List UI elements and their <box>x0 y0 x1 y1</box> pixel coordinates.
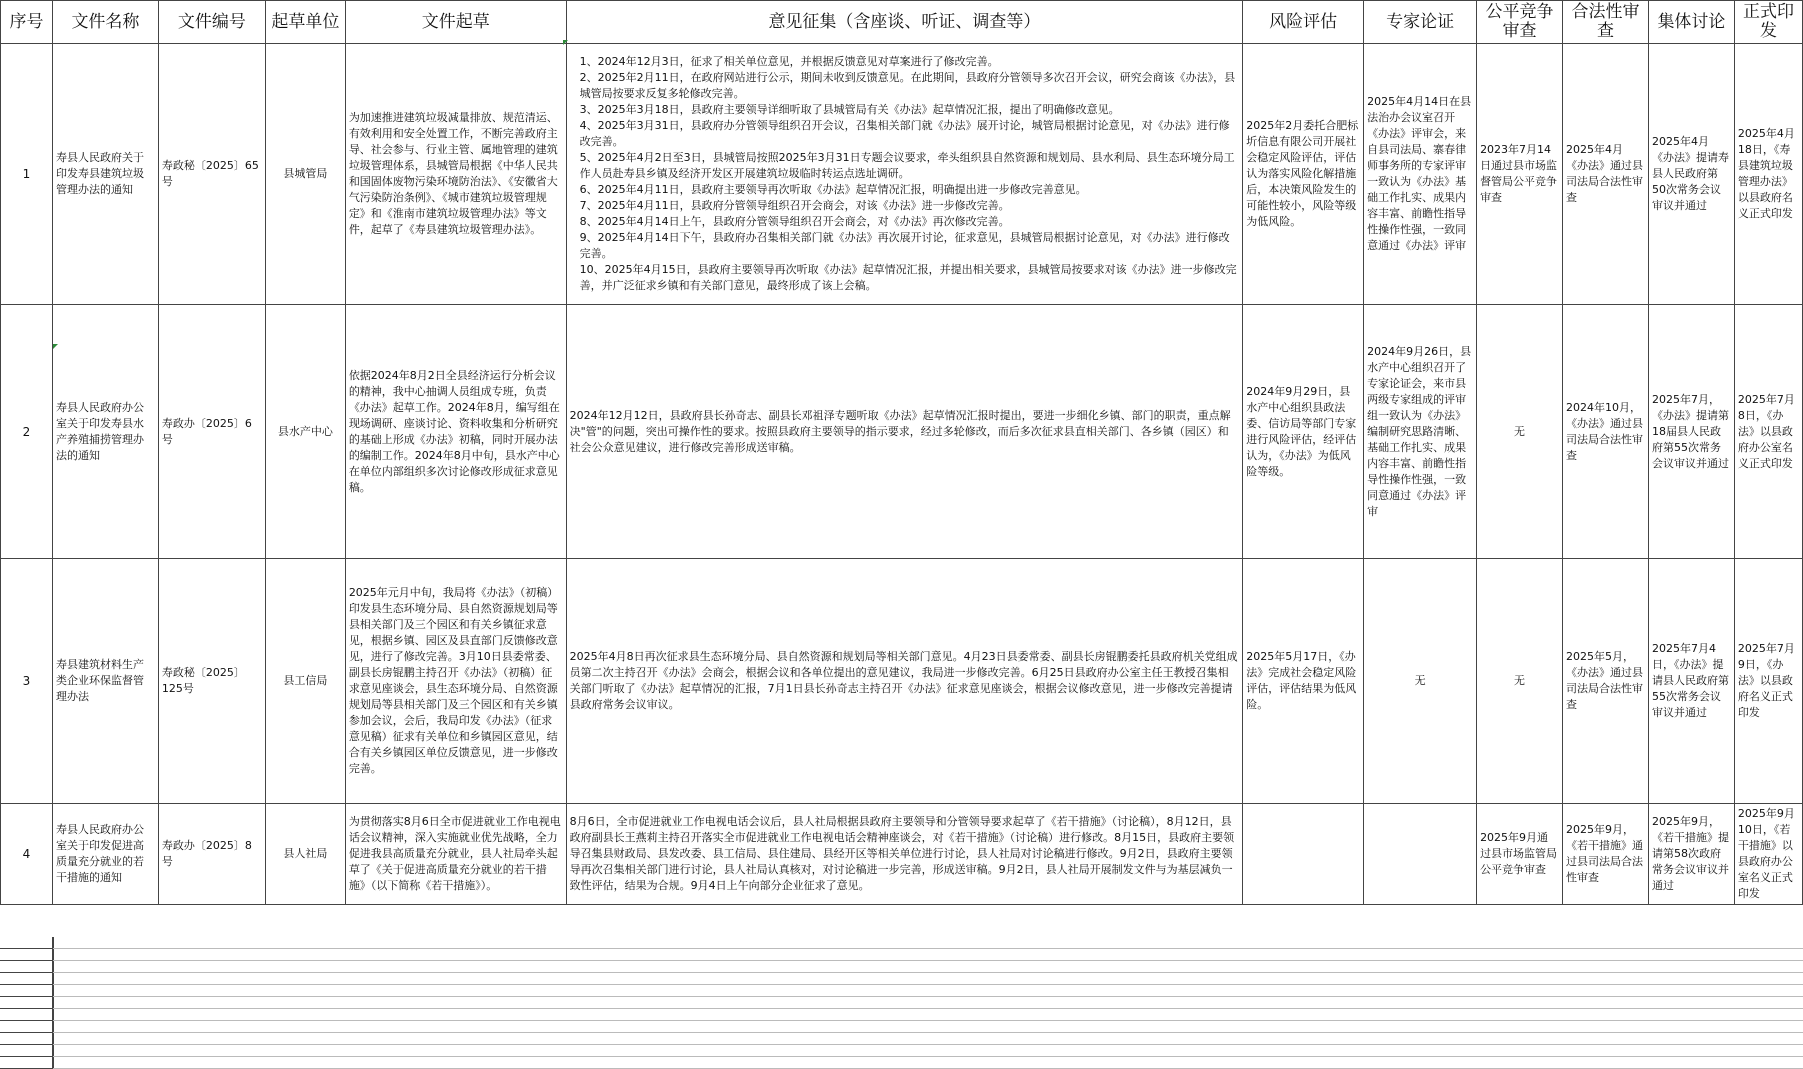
cell-file-name[interactable]: 寿县人民政府关于印发寿县建筑垃圾管理办法的通知 <box>52 44 158 305</box>
empty-row[interactable] <box>0 937 1803 949</box>
cell-collective[interactable]: 2025年7月，《办法》提请第18届县人民政府第55次常务会议审议并通过 <box>1648 305 1734 559</box>
header-drafting[interactable]: 文件起草 <box>345 1 566 44</box>
empty-row[interactable] <box>0 997 1803 1009</box>
cell-drafter[interactable]: 县人社局 <box>265 804 345 905</box>
cell-file-number[interactable]: 寿政秘〔2025〕125号 <box>158 559 265 804</box>
cell-drafting[interactable]: 2025年元月中旬，我局将《办法》（初稿）印发县生态环境分局、县自然资源规划局等县相关部门及三个园区和有关乡镇征求意见，根据乡镇、园区及县直部门反馈修改意见，进行了修改完善。3月10日县委常委、副县长房锟鹏主持召开《办法》（初稿）征求意见座谈会，县生态环境分局、自然资源规划局等县相关部门及三个园区和有关乡镇参加会议，会后，我局印发《办法》（征求意见稿）征求有关单位和乡镇园区意见，结合有关乡镇园区单位反馈意见，进一步修改完善。 <box>345 559 566 804</box>
header-fair-competition[interactable]: 公平竞争审查 <box>1477 1 1563 44</box>
table-row <box>1 804 1803 905</box>
empty-row[interactable] <box>0 985 1803 997</box>
cell-drafting[interactable]: 为加速推进建筑垃圾减量排放、规范清运、有效利用和安全处置工作，不断完善政府主导、社会参与、行业主管、属地管理的建筑垃圾管理体系，县城管局根据《中华人民共和国固体废物污染环境防治法》、《安徽省大气污染防治条例》、《城市建筑垃圾管理规定》和《淮南市建筑垃圾管理办法》等文件，起草了《寿县建筑垃圾管理办法》。 <box>345 44 566 305</box>
cell-opinion[interactable] <box>566 44 1243 305</box>
table-row <box>1 305 1803 559</box>
header-file-number[interactable]: 文件编号 <box>158 1 265 44</box>
cell-file-name[interactable]: 寿县人民政府办公室关于印发寿县水产养殖捕捞管理办法的通知 <box>52 305 158 559</box>
cell-legality[interactable]: 2025年4月《办法》通过县司法局合法性审查 <box>1563 44 1649 305</box>
cell-fair-competition[interactable]: 2025年9月通过县市场监管局公平竞争审查 <box>1477 804 1563 905</box>
cell-opinion[interactable]: 8月6日，全市促进就业工作电视电话会议后，县人社局根据县政府主要领导和分管领导要求起草了《若干措施》（讨论稿），8月12日，县政府副县长王燕莉主持召开落实全市促进就业工作电视电话会精神座谈会，对《若干措施》（讨论稿）进行修改。8月15日，县政府主要领导召集县财政局、县发改委、县工信局、县住建局、县经开区等相关单位进行讨论，县人社局对讨论稿进行修改。9月2日，县政府主要领导再次召集相关部门进行讨论，县人社局认真核对，对讨论稿进一步完善，形成送审稿。9月2日，县人社局开展制发文件与为基层减负一致性评估，结果为合规。9月4日上午向部分企业征求了意见。 <box>566 804 1243 905</box>
cell-opinion[interactable]: 2025年4月8日再次征求县生态环境分局、县自然资源和规划局等相关部门意见。4月23日县委常委、副县长房锟鹏委托县政府机关党组成员第二次主持召开《办法》会商会，根据会议和各单位提出的意见建议，我局进一步修改完善。6月25日县政府办公室主任王教授召集相关部门听取了《办法》起草情况的汇报，7月1日县长孙奇志主持召开《办法》征求意见座谈会，根据会议修改意见，进一步修改完善提请县政府常务会议审议。 <box>566 559 1243 804</box>
cell-collective[interactable]: 2025年7月4日，《办法》提请县人民政府第55次常务会议审议并通过 <box>1648 559 1734 804</box>
cell-fair-competition[interactable]: 无 <box>1477 559 1563 804</box>
empty-row[interactable] <box>0 1057 1803 1069</box>
cell-risk[interactable] <box>1243 804 1364 905</box>
header-issue[interactable]: 正式印发 <box>1734 1 1802 44</box>
cell-risk[interactable]: 2024年9月29日，县水产中心组织县政法委、信访局等部门专家进行风险评估，经评估认为，《办法》为低风险等级。 <box>1243 305 1364 559</box>
comment-indicator[interactable] <box>53 344 58 349</box>
header-expert[interactable]: 专家论证 <box>1364 1 1477 44</box>
opinion-item: 4、2025年3月31日，县政府办分管领导组织召开会议，召集相关部门就《办法》展开讨论，城管局根据讨论意见，对《办法》进行修改完善。 <box>579 119 1230 148</box>
cell-drafting[interactable]: 为贯彻落实8月6日全市促进就业工作电视电话会议精神，深入实施就业优先战略，全力促进我县高质量充分就业，县人社局牵头起草了《关于促进高质量充分就业的若干措施》（以下简称《若干措施》）。 <box>345 804 566 905</box>
cell-legality[interactable]: 2025年5月，《办法》通过县司法局合法性审查 <box>1563 559 1649 804</box>
header-legality[interactable]: 合法性审查 <box>1563 1 1649 44</box>
cell-drafter[interactable]: 县城管局 <box>265 44 345 305</box>
header-drafter[interactable]: 起草单位 <box>265 1 345 44</box>
opinion-item: 6、2025年4月11日，县政府主要领导再次听取《办法》起草情况汇报，明确提出进一步修改完善意见。 <box>579 183 1087 196</box>
cell-risk[interactable]: 2025年2月委托合肥标圻信息有限公司开展社会稳定风险评估，评估认为落实风险化解措施后，本决策风险发生的可能性较小，风险等级为低风险。 <box>1243 44 1364 305</box>
empty-row[interactable] <box>0 961 1803 973</box>
header-file-name[interactable]: 文件名称 <box>52 1 158 44</box>
cell-file-name[interactable]: 寿县人民政府办公室关于印发促进高质量充分就业的若干措施的通知 <box>52 804 158 905</box>
cell-seq[interactable]: 3 <box>1 559 53 804</box>
empty-row[interactable] <box>0 949 1803 961</box>
empty-row[interactable] <box>0 973 1803 985</box>
cell-expert[interactable]: 无 <box>1364 559 1477 804</box>
cell-file-number[interactable]: 寿政办〔2025〕8号 <box>158 804 265 905</box>
empty-row[interactable] <box>0 1045 1803 1057</box>
cell-seq[interactable]: 4 <box>1 804 53 905</box>
cell-expert[interactable]: 2025年4月14日在县法治办会议室召开《办法》评审会，来自县司法局、寨春律师事务所的专家评审一致认为《办法》基础工作扎实、成果内容丰富、前瞻性指导性操作性强，一致同意通过《办法》评审 <box>1364 44 1477 305</box>
cell-drafter[interactable]: 县工信局 <box>265 559 345 804</box>
header-risk[interactable]: 风险评估 <box>1243 1 1364 44</box>
opinion-item: 5、2025年4月2日至3日，县城管局按照2025年3月31日专题会议要求，牵头组织县自然资源和规划局、县水利局、县生态环境分局工作人员赴寿县乡镇及经济开发区开展建筑垃圾临时转运点选址调研。 <box>579 151 1235 180</box>
cell-legality[interactable]: 2024年10月，《办法》通过县司法局合法性审查 <box>1563 305 1649 559</box>
cell-collective[interactable]: 2025年9月，《若干措施》提请第58次政府常务会议审议并通过 <box>1648 804 1734 905</box>
empty-row[interactable] <box>0 1009 1803 1021</box>
opinion-item: 2、2025年2月11日，在政府网站进行公示，期间未收到反馈意见。在此期间，县政府分管领导多次召开会议，研究会商该《办法》，县城管局按要求反复多轮修改完善。 <box>579 71 1236 100</box>
cell-seq[interactable]: 2 <box>1 305 53 559</box>
table-row <box>1 44 1803 305</box>
cell-opinion[interactable]: 2024年12月12日，县政府县长孙奇志、副县长邓祖泽专题听取《办法》起草情况汇报时提出，要进一步细化乡镇、部门的职责，重点解决"管"的问题，突出可操作性的要求。按照县政府主要领导的指示要求，经过多轮修改，而后多次征求县直相关部门、各乡镇（园区）和社会公众意见建议，进行修改完善形成送审稿。 <box>566 305 1243 559</box>
cell-seq[interactable]: 1 <box>1 44 53 305</box>
opinion-item: 8、2025年4月14日上午，县政府分管领导组织召开会商会，对《办法》再次修改完善。 <box>579 215 1010 228</box>
cell-collective[interactable]: 2025年4月《办法》提请寿县人民政府第50次常务会议审议并通过 <box>1648 44 1734 305</box>
cell-expert[interactable] <box>1364 804 1477 905</box>
header-seq[interactable]: 序号 <box>1 1 53 44</box>
header-collective[interactable]: 集体讨论 <box>1648 1 1734 44</box>
opinion-item: 7、2025年4月11日，县政府分管领导组织召开会商会，对该《办法》进一步修改完善。 <box>579 199 1010 212</box>
cell-fair-competition[interactable]: 2023年7月14日通过县市场监督管局公平竞争审查 <box>1477 44 1563 305</box>
cell-fair-competition[interactable]: 无 <box>1477 305 1563 559</box>
cell-drafting[interactable]: 依据2024年8月2日全县经济运行分析会议的精神，我中心抽调人员组成专班，负责《办法》起草工作。2024年8月，编写组在现场调研、座谈讨论、资料收集和分析研究的基础上形成《办法》初稿，同时开展办法的编制工作。2024年8月中旬，县水产中心在单位内部组织多次讨论修改形成征求意见稿。 <box>345 305 566 559</box>
header-opinion[interactable]: 意见征集（含座谈、听证、调查等） <box>566 1 1243 44</box>
empty-row[interactable] <box>0 1033 1803 1045</box>
cell-issue[interactable]: 2025年4月18日，《寿县建筑垃圾管理办法》以县政府名义正式印发 <box>1734 44 1802 305</box>
header-row <box>1 1 1803 44</box>
opinion-item: 1、2024年12月3日，征求了相关单位意见，并根据反馈意见对草案进行了修改完善。 <box>579 55 999 68</box>
opinion-item: 3、2025年3月18日，县政府主要领导详细听取了县城管局有关《办法》起草情况汇报，提出了明确修改意见。 <box>579 103 1120 116</box>
opinion-item: 10、2025年4月15日，县政府主要领导再次听取《办法》起草情况汇报，并提出相关要求，县城管局按要求对该《办法》进一步修改完善，并广泛征求乡镇和有关部门意见，最终形成了该上会稿。 <box>579 263 1237 292</box>
cell-risk[interactable]: 2025年5月17日，《办法》完成社会稳定风险评估，评估结果为低风险。 <box>1243 559 1364 804</box>
cell-file-number[interactable]: 寿政办〔2025〕6号 <box>158 305 265 559</box>
table-row <box>1 559 1803 804</box>
cell-expert[interactable]: 2024年9月26日，县水产中心组织召开了专家论证会，来市县两级专家组成的评审组一致认为《办法》编制研究思路清晰、基础工作扎实、成果内容丰富、前瞻性指导性操作性强，一致同意通过《办法》评审 <box>1364 305 1477 559</box>
cell-file-name[interactable]: 寿县建筑材料生产类企业环保监督管理办法 <box>52 559 158 804</box>
cell-legality[interactable]: 2025年9月，《若干措施》通过县司法局合法性审查 <box>1563 804 1649 905</box>
cell-issue[interactable]: 2025年7月9日，《办法》以县政府名义正式印发 <box>1734 559 1802 804</box>
cell-issue[interactable]: 2025年9月10日，《若干措施》以县政府办公室名义正式印发 <box>1734 804 1802 905</box>
cell-file-number[interactable]: 寿政秘〔2025〕65号 <box>158 44 265 305</box>
empty-row[interactable] <box>0 1021 1803 1033</box>
opinion-item: 9、2025年4月14日下午，县政府办召集相关部门就《办法》再次展开讨论，征求意见，县城管局根据讨论意见，对《办法》进行修改完善。 <box>579 231 1230 260</box>
cell-drafter[interactable]: 县水产中心 <box>265 305 345 559</box>
empty-sheet-rows <box>0 937 1803 1069</box>
cell-issue[interactable]: 2025年7月8日，《办法》以县政府办公室名义正式印发 <box>1734 305 1802 559</box>
comment-indicator[interactable] <box>563 40 568 45</box>
